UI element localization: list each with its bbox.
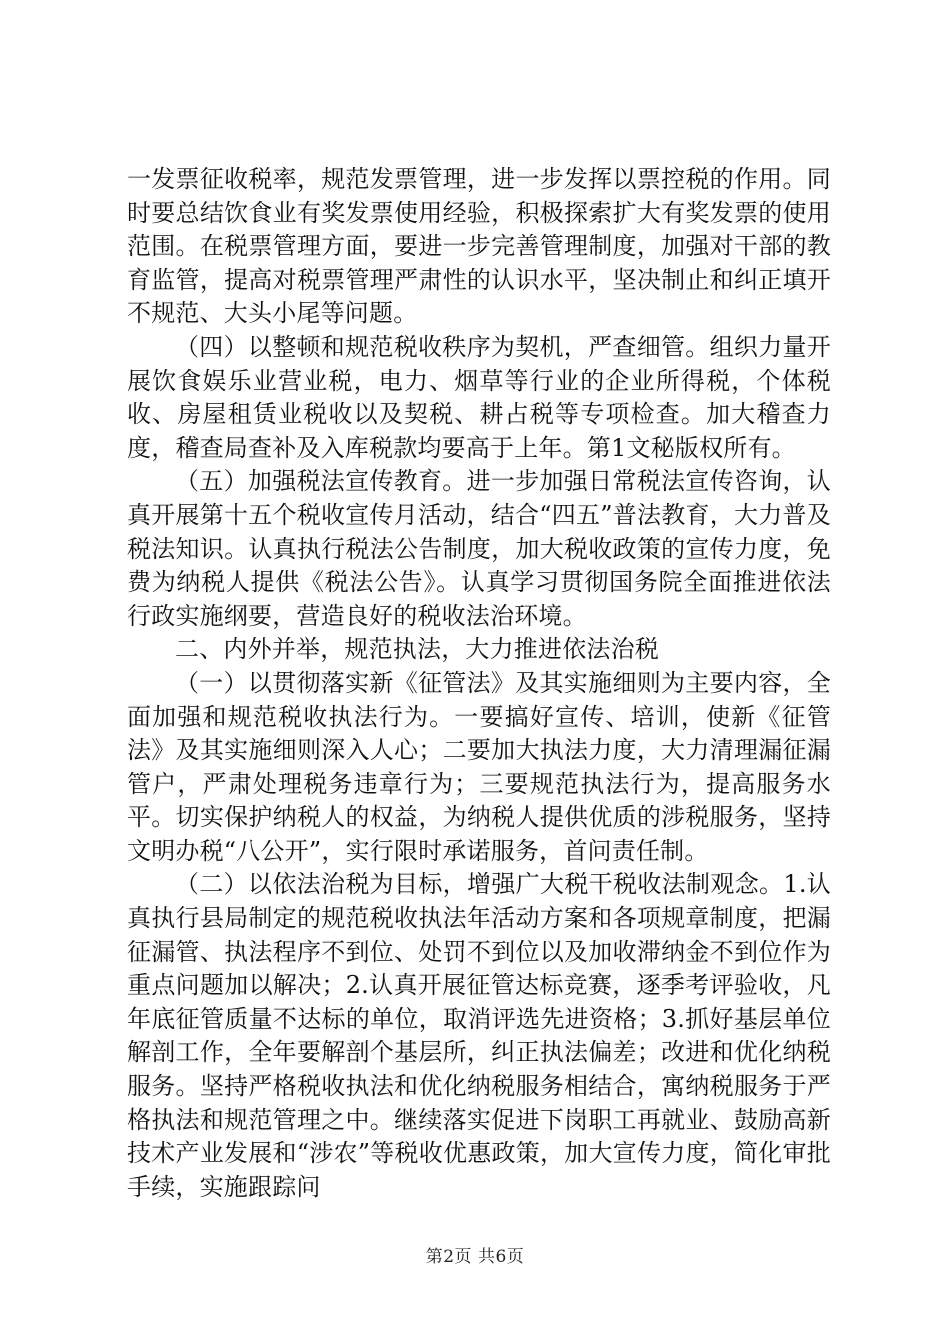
- paragraph-subsection-two: （二）以依法治税为目标，增强广大税干税收法制观念。1.认真执行县局制定的规范税收执法年活动方案和各项规章制度，把漏征漏管、执法程序不到位、处罚不到位以及加收滞纳金不到位作为重点问题加以解决；2.认真开展征管达标竞赛，逐季考评验收，凡年底征管质量不达标的单位，取消评选先进资格；3.抓好基层单位解剖工作，全年要解剖个基层所，纠正执法偏差；改进和优化纳税服务。坚持严格税收执法和优化纳税服务相结合，寓纳税服务于严格执法和规范管理之中。继续落实促进下岗职工再就业、鼓励高新技术产业发展和“涉农”等税收优惠政策，加大宣传力度，简化审批手续，实施跟踪问: [127, 870, 831, 1201]
- heading-part-two: 二、内外并举，规范执法，大力推进依法治税: [175, 635, 659, 664]
- document-body: [127, 163, 831, 1204]
- paragraph-section-five: （五）加强税法宣传教育。进一步加强日常税法宣传咨询，认真开展第十五个税收宣传月活动，结合“四五”普法教育，大力普及税法知识。认真执行税法公告制度，加大税收政策的宣传力度，免费为纳税人提供《税法公告》。认真学习贯彻国务院全面推进依法行政实施纲要，营造良好的税收法治环境。: [127, 467, 831, 630]
- paragraph-section-four: （四）以整顿和规范税收秩序为契机，严查细管。组织力量开展饮食娱乐业营业税，电力、烟草等行业的企业所得税，个体税收、房屋租赁业税收以及契税、耕占税等专项检查。加大稽查力度，稽查局查补及入库税款均要高于上年。第1文秘版权所有。: [127, 332, 831, 462]
- paragraph-subsection-one: （一）以贯彻落实新《征管法》及其实施细则为主要内容，全面加强和规范税收执法行为。一要搞好宣传、培训，使新《征管法》及其实施细则深入人心；二要加大执法力度，大力清理漏征漏管户，严肃处理税务违章行为；三要规范执法行为，提高服务水平。切实保护纳税人的权益，为纳税人提供优质的涉税服务，坚持文明办税“八公开”，实行限时承诺服务，首问责任制。: [127, 668, 831, 865]
- page-number-footer: 第2页 共6页: [425, 1247, 525, 1267]
- paragraph-invoice-management: 一发票征收税率，规范发票管理，进一步发挥以票控税的作用。同时要总结饮食业有奖发票使用经验，积极探索扩大有奖发票的使用范围。在税票管理方面，要进一步完善管理制度，加强对干部的教育监管，提高对税票管理严肃性的认识水平，坚决制止和纠正填开不规范、大头小尾等问题。: [127, 165, 831, 328]
